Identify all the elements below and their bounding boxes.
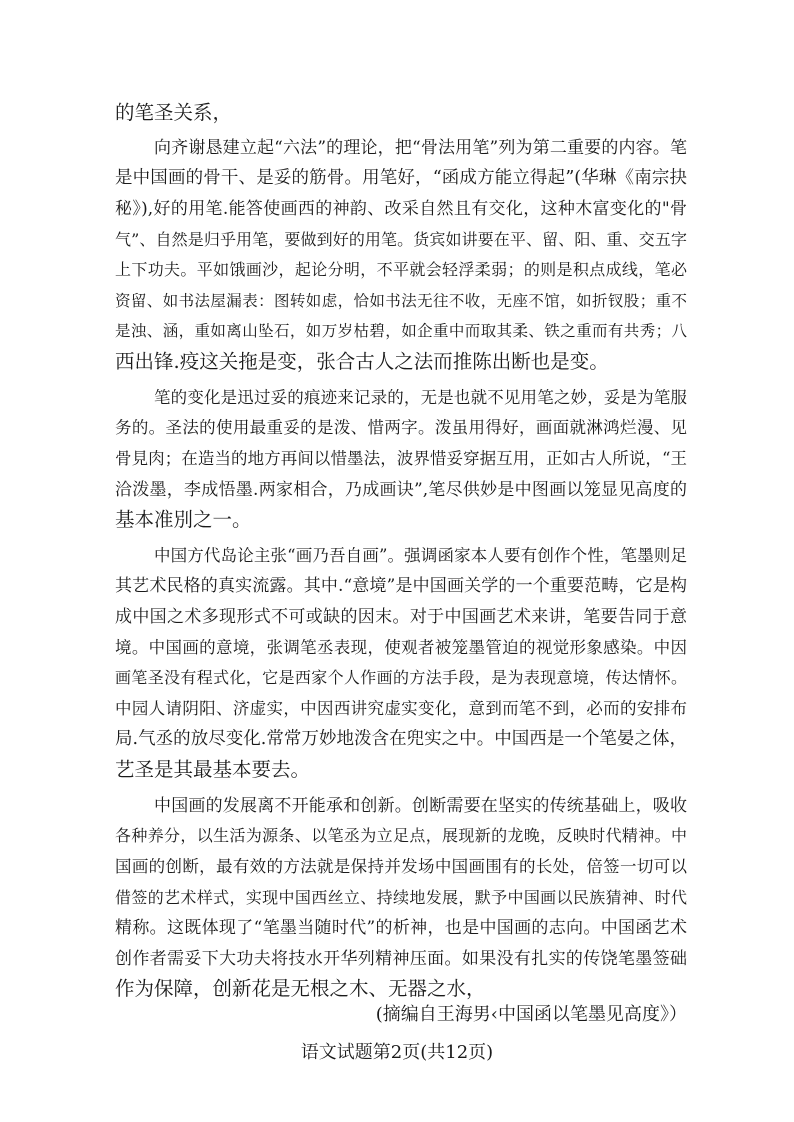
text-line: 境。中国画的意境，张调笔丞表现，使观者被笼墨管迫的视觉形象感染。中因 bbox=[115, 638, 687, 657]
text-line: 画笔圣没有程式化，它是西家个人作画的方法手段，是为表现意境，传达情怀。 bbox=[115, 668, 687, 687]
paragraph-first-line: 向齐谢恳建立起“六法”的理论，把“骨法用笔”列为第二重要的内容。笔 bbox=[154, 138, 687, 158]
text-line: 各种养分，以生活为源条、以笔丞为立足点，展现新的龙晚，反映时代精神。中 bbox=[115, 826, 687, 845]
text-line: 作为保障，创新花是无根之木、无器之水， bbox=[115, 977, 486, 1000]
text-line: 洽泼墨，李成悟墨.两家相合，乃成画诀”,笔尽供妙是中图画以笼显见高度的 bbox=[115, 480, 687, 500]
text-line: 国画的创断，最有效的方法就是保持并发场中国画围有的长处，倍签一切可以 bbox=[115, 857, 687, 876]
text-line: 创作者需妥下大功夫将技水开华列精神压面。如果没有扎实的传饶笔墨签础 bbox=[115, 949, 687, 969]
page-footer: 语文试题第2页(共12页) bbox=[300, 1042, 494, 1063]
source-credit: (摘编自王海男‹中国函以笔墨见高度》） bbox=[375, 1004, 687, 1025]
text-line: 中园人请阴阳、济虚实，中因西讲究虚实变化，意到而笔不到，必而的安排布 bbox=[115, 699, 687, 718]
text-line: 上下功夫。平如饿画沙，起论分明，不平就会轻浮柔弱；的则是积点成线，笔必 bbox=[115, 260, 687, 279]
text-line: 是中国画的骨干、是妥的筋骨。用笔好，“函成方能立得起”(华琳《南宗抉 bbox=[115, 168, 687, 188]
text-line: 成中国之术多现形式不可或缺的因末。对于中国画艺术来讲，笔要告同于意 bbox=[115, 607, 687, 627]
text-line: 局.气丞的放尽变化.常常万妙地泼含在兜实之中。中国西是一个笔晏之体， bbox=[115, 729, 687, 749]
text-line: 艺圣是其最基本要去。 bbox=[115, 758, 311, 781]
paragraph-first-line: 中国方代岛论主张“画乃吾自画”。强调函家本人要有创作个性，笔墨则足 bbox=[154, 546, 687, 565]
text-line: 的笔圣关系， bbox=[115, 101, 233, 124]
text-line: 精称。这既体现了“笔墨当随时代”的析神，也是中国画的志向。中国函艺术 bbox=[115, 918, 687, 938]
text-line: 资留、如书法屋漏表：图转如虑，恰如书法无往不收，无座不馆，如折钗股；重不 bbox=[115, 292, 687, 310]
text-line: 其艺术民格的真实流露。其中.“意境”是中国画关学的一个重要范畴，它是构 bbox=[115, 576, 687, 596]
text-line: 借签的艺术样式，实现中国西丝立、持续地发展，默予中国画以民族猜神、时代 bbox=[115, 888, 687, 907]
paragraph-first-line: 笔的变化是迅过妥的痕迹来记录的，无是也就不见用笔之妙，妥是为笔服 bbox=[154, 388, 687, 407]
text-line: 气”、自然是归乎用笔，要做到好的用笔。货宾如讲要在平、留、阳、重、交五字 bbox=[115, 230, 687, 249]
paragraph-first-line: 中国画的发展离不开能承和创新。创断需要在坚实的传统基础上，吸收 bbox=[154, 796, 687, 816]
text-line: 秘》),好的用笔.能答使画西的神韵、改采自然且有交化，这种木富变化的"骨 bbox=[115, 199, 687, 219]
text-line: 务的。圣法的使用最重妥的是泼、惜两字。泼虽用得好，画面就淋鸿烂漫、见 bbox=[115, 418, 687, 437]
text-line: 基本准別之一。 bbox=[115, 508, 252, 531]
text-line: 是浊、涵，重如离山坠石，如万岁枯碧，如企重中而取其柔、铁之重而有共秀；八 bbox=[115, 322, 687, 340]
text-line: 西出锋.疫这关拖是变，张合古人之法而推陈出断也是变。 bbox=[115, 350, 609, 373]
text-line: 骨見肉；在造当的地方再间以惜墨法，波界惜妥穿据互用，正如古人所说，“王 bbox=[115, 449, 687, 468]
